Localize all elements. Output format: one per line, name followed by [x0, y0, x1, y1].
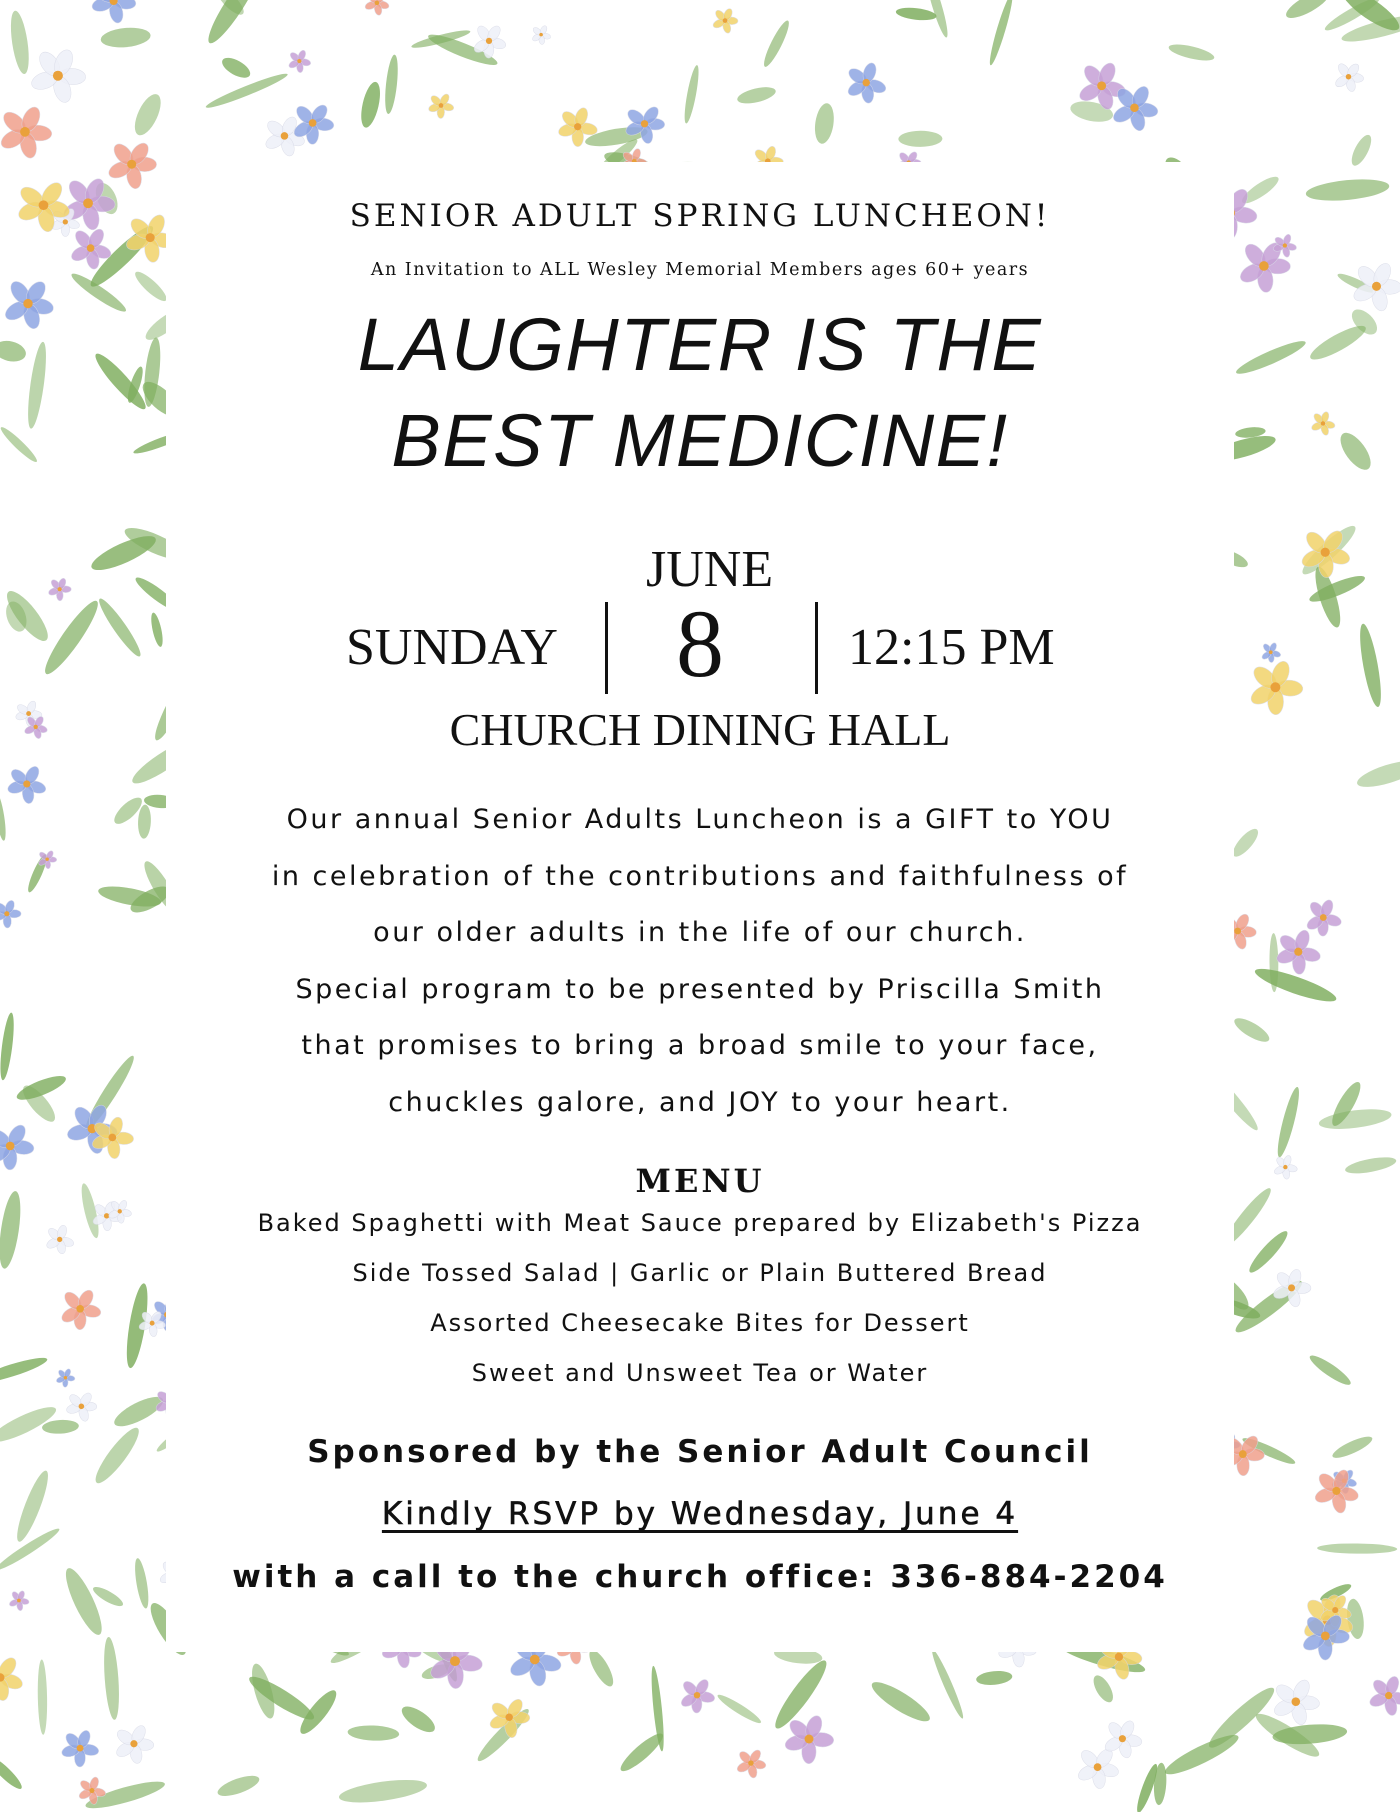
- flower-center: [1385, 1692, 1392, 1699]
- flower-center: [1119, 1735, 1126, 1742]
- leaf: [132, 268, 170, 305]
- flower-center: [641, 120, 648, 127]
- flower-center: [34, 725, 38, 729]
- leaf: [1167, 41, 1215, 64]
- leaf: [37, 1659, 48, 1734]
- leaf: [1234, 336, 1309, 378]
- flower-center: [1321, 548, 1330, 557]
- flower-center: [87, 244, 95, 252]
- flower-center: [1294, 948, 1302, 956]
- flower-center: [20, 127, 30, 137]
- leaf: [898, 131, 942, 147]
- flower-center: [1097, 81, 1106, 90]
- flower-center: [53, 71, 63, 81]
- flower-center: [1288, 1284, 1295, 1291]
- flower-center: [26, 711, 31, 716]
- leaf: [215, 1772, 261, 1800]
- flower-center: [863, 79, 870, 86]
- flower-center: [530, 1655, 540, 1665]
- flower-center: [1321, 421, 1325, 425]
- menu-item: Baked Spaghetti with Meat Sauce prepared by Elizabeth's Pizza: [257, 1209, 1143, 1237]
- flower-center: [63, 219, 68, 224]
- leaf: [358, 80, 384, 129]
- flower-center: [83, 198, 93, 208]
- headline-line-2: BEST MEDICINE!: [391, 399, 1009, 482]
- leaf: [100, 26, 152, 50]
- flower-center: [505, 1714, 512, 1721]
- leaf: [1335, 428, 1377, 475]
- leaf: [0, 338, 28, 365]
- leaf: [1307, 1352, 1354, 1389]
- leaf: [1317, 1543, 1397, 1554]
- flower-center: [118, 1209, 122, 1213]
- leaf: [42, 1419, 80, 1435]
- leaf: [347, 1724, 399, 1741]
- leaf: [929, 1648, 967, 1720]
- flower-center: [109, 1134, 117, 1142]
- leaf: [1274, 1086, 1303, 1159]
- leaf: [987, 0, 1016, 66]
- flower-center: [77, 1745, 84, 1752]
- flower-center: [23, 299, 32, 308]
- leaf: [1305, 176, 1390, 204]
- leaf: [1348, 132, 1375, 168]
- leaf: [132, 1557, 151, 1609]
- event-time: 12:15 PM: [848, 619, 1055, 676]
- leaf: [976, 1669, 1013, 1686]
- flower-center: [1283, 243, 1287, 247]
- leaf: [219, 54, 253, 82]
- event-title: SENIOR ADULT SPRING LUNCHEON!: [349, 198, 1051, 234]
- leaf: [760, 18, 792, 69]
- leaf: [0, 1012, 16, 1081]
- flower-center: [130, 1740, 137, 1747]
- leaf: [0, 424, 40, 465]
- event-date: 8: [676, 590, 724, 697]
- rsvp-line: Kindly RSVP by Wednesday, June 4: [381, 1496, 1019, 1532]
- leaf: [1283, 0, 1333, 23]
- invitation-subtitle: An Invitation to ALL Wesley Memorial Members ages 60+ years: [370, 260, 1030, 280]
- leaf: [137, 804, 151, 839]
- phone-line: with a call to the church office: 336-884-2204: [232, 1559, 1168, 1595]
- leaf: [90, 1423, 145, 1488]
- leaf: [60, 1564, 109, 1638]
- flower-center: [1292, 1697, 1301, 1706]
- flower-center: [64, 1376, 67, 1379]
- flower-center: [694, 1692, 700, 1698]
- flower-center: [723, 18, 728, 23]
- leaf: [398, 1702, 439, 1737]
- leaf: [0, 791, 8, 841]
- leaf: [338, 1776, 429, 1807]
- flower-center: [1115, 1653, 1123, 1661]
- event-venue: CHURCH DINING HALL: [449, 704, 951, 755]
- flower-center: [309, 119, 317, 127]
- description-line: that promises to bring a broad smile to your face,: [301, 1030, 1099, 1061]
- flower-center: [539, 33, 543, 37]
- leaf: [715, 1691, 763, 1726]
- flower-center: [297, 59, 301, 63]
- flower-center: [45, 857, 48, 860]
- leaf: [1090, 1672, 1117, 1705]
- divider-bar-left: [605, 602, 608, 694]
- leaf: [383, 54, 400, 114]
- flower-center: [150, 1321, 155, 1326]
- flower-center: [1094, 1763, 1102, 1771]
- leaf: [682, 64, 702, 124]
- leaf: [867, 1676, 934, 1727]
- flower-center: [1269, 650, 1273, 654]
- headline-line-1: LAUGHTER IS THE: [357, 303, 1043, 386]
- leaf: [8, 10, 33, 75]
- flower-center: [486, 38, 492, 44]
- leaf: [0, 1525, 62, 1574]
- flower-center: [89, 1788, 94, 1793]
- event-day: SUNDAY: [346, 619, 558, 676]
- leaf: [813, 102, 837, 145]
- menu-title: MENU: [635, 1162, 765, 1200]
- menu-item: Assorted Cheesecake Bites for Dessert: [430, 1309, 970, 1337]
- flower-center: [6, 1142, 15, 1151]
- flower-center: [1239, 1450, 1247, 1458]
- leaf: [149, 612, 165, 648]
- menu-item: Sweet and Unsweet Tea or Water: [471, 1359, 929, 1387]
- leaf: [202, 0, 266, 48]
- flower-center: [1234, 928, 1241, 935]
- leaf: [39, 596, 104, 679]
- description-line: Special program to be presented by Priscilla Smith: [295, 973, 1105, 1005]
- flower-center: [375, 1, 380, 6]
- flower-center: [1372, 282, 1381, 291]
- leaf: [0, 1753, 25, 1792]
- description-line: Our annual Senior Adults Luncheon is a GIFT to YOU: [286, 804, 1114, 835]
- leaf: [90, 349, 150, 414]
- leaf: [895, 6, 937, 22]
- leaf: [1318, 1106, 1393, 1133]
- flower-center: [127, 160, 136, 169]
- description: [166, 792, 1234, 1131]
- leaf: [130, 90, 166, 139]
- divider-bar-right: [815, 602, 818, 694]
- leaf: [736, 84, 778, 107]
- flower-center: [1320, 914, 1327, 921]
- leaf: [1344, 1154, 1397, 1176]
- flower-center: [79, 1404, 85, 1410]
- flower-center: [1332, 1607, 1338, 1613]
- flower-center: [17, 1599, 21, 1603]
- event-month: JUNE: [646, 541, 774, 598]
- leaf: [95, 595, 145, 660]
- leaf: [1354, 756, 1400, 793]
- leaf: [1245, 1227, 1291, 1276]
- menu-list: [166, 1198, 1234, 1398]
- leaf: [1229, 825, 1262, 860]
- flower-center: [1332, 1487, 1340, 1495]
- flower-center: [1321, 1632, 1330, 1641]
- flower-center: [805, 1735, 814, 1744]
- flower-center: [23, 780, 30, 787]
- leaf: [1356, 623, 1385, 709]
- leaf: [24, 341, 49, 430]
- flower-center: [281, 132, 289, 140]
- flower-center: [4, 911, 9, 916]
- invitation-card: [166, 162, 1234, 1652]
- leaf: [585, 1647, 618, 1690]
- flower-center: [1346, 74, 1351, 79]
- leaf: [0, 1190, 24, 1270]
- description-line: in celebration of the contributions and faithfulness of: [271, 860, 1129, 892]
- sponsor-line: Sponsored by the Senior Adult Council: [307, 1434, 1093, 1470]
- leaf: [102, 1636, 122, 1720]
- leaf: [1330, 1433, 1375, 1462]
- flower-center: [450, 1656, 460, 1666]
- menu-item: Side Tossed Salad | Garlic or Plain Buttered Bread: [352, 1259, 1048, 1287]
- flower-center: [146, 233, 155, 242]
- description-line: our older adults in the life of our church.: [373, 917, 1027, 948]
- flower-center: [574, 123, 581, 130]
- flower-center: [748, 1760, 753, 1765]
- flower-center: [58, 587, 62, 591]
- flower-center: [1130, 103, 1139, 112]
- flower-center: [1270, 682, 1280, 692]
- leaf: [0, 1353, 49, 1387]
- flower-center: [57, 1237, 62, 1242]
- flower-center: [1259, 261, 1269, 271]
- flower-center: [39, 200, 49, 210]
- description-line: chuckles galore, and JOY to your heart.: [388, 1086, 1012, 1118]
- flower-center: [1283, 1165, 1287, 1169]
- flower-center: [76, 1305, 84, 1313]
- flower-center: [439, 103, 444, 108]
- flower-center: [104, 1213, 109, 1218]
- leaf: [1231, 1014, 1272, 1046]
